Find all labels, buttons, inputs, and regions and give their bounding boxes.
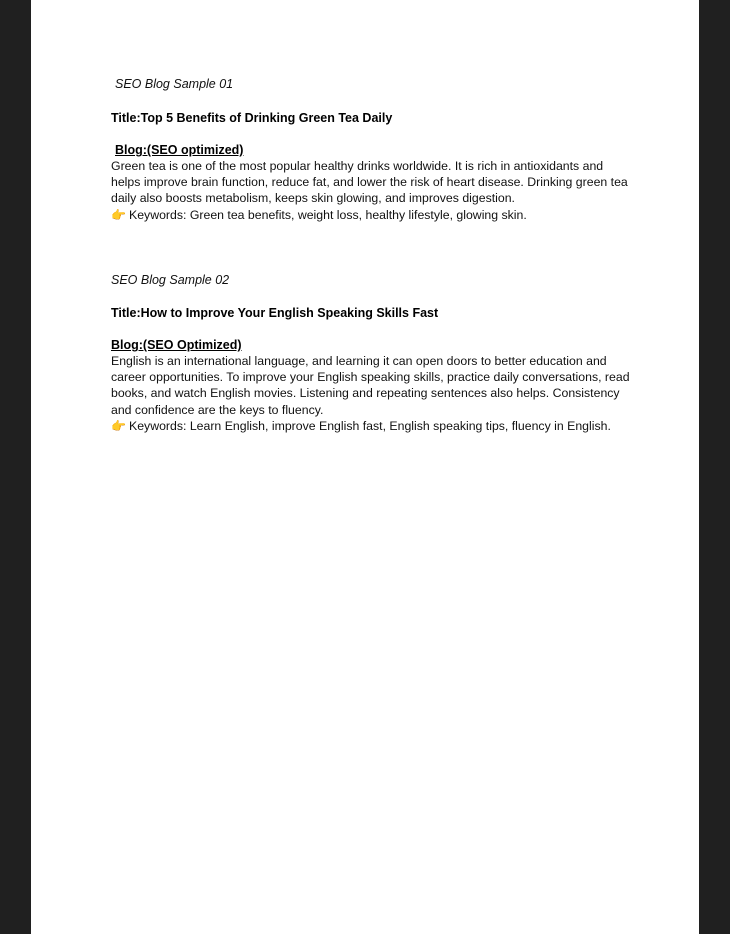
- blog-body: Green tea is one of the most popular healthy drinks worldwide. It is rich in antioxidants and helps improve brain function, reduce fat, and lower the risk of heart disease. Drinking green tea daily also boosts metabolism, keeps skin glowing, and improves digestion.: [111, 159, 628, 206]
- keywords-text: Keywords: Green tea benefits, weight loss, healthy lifestyle, glowing skin.: [129, 207, 527, 222]
- document-page: [31, 0, 699, 934]
- blog-title: Title:Top 5 Benefits of Drinking Green Tea Daily: [111, 111, 393, 125]
- keywords-text: Keywords: Learn English, improve English fast, English speaking tips, fluency in English.: [129, 418, 611, 433]
- blog-heading: Blog:(SEO Optimized): [111, 338, 242, 352]
- pointing-hand-icon: 👉: [111, 418, 126, 433]
- sample-label: SEO Blog Sample 01: [115, 77, 234, 91]
- blog-body: English is an international language, and learning it can open doors to better education and career opportunities. To improve your English speaking skills, practice daily conversations, read books, and watch English movies. Listening and repeating sentences also helps. Consistency and confidence are the keys to fluency.: [111, 354, 630, 417]
- blog-sample-2: [111, 272, 631, 434]
- blog-sample-1: [111, 76, 631, 223]
- blog-heading: Blog:(SEO optimized): [115, 143, 244, 157]
- keywords-line: [111, 418, 631, 434]
- pointing-hand-icon: 👉: [111, 207, 126, 222]
- keywords-line: [111, 207, 631, 223]
- sample-label: SEO Blog Sample 02: [111, 273, 230, 287]
- blog-title: Title:How to Improve Your English Speaking Skills Fast: [111, 306, 439, 320]
